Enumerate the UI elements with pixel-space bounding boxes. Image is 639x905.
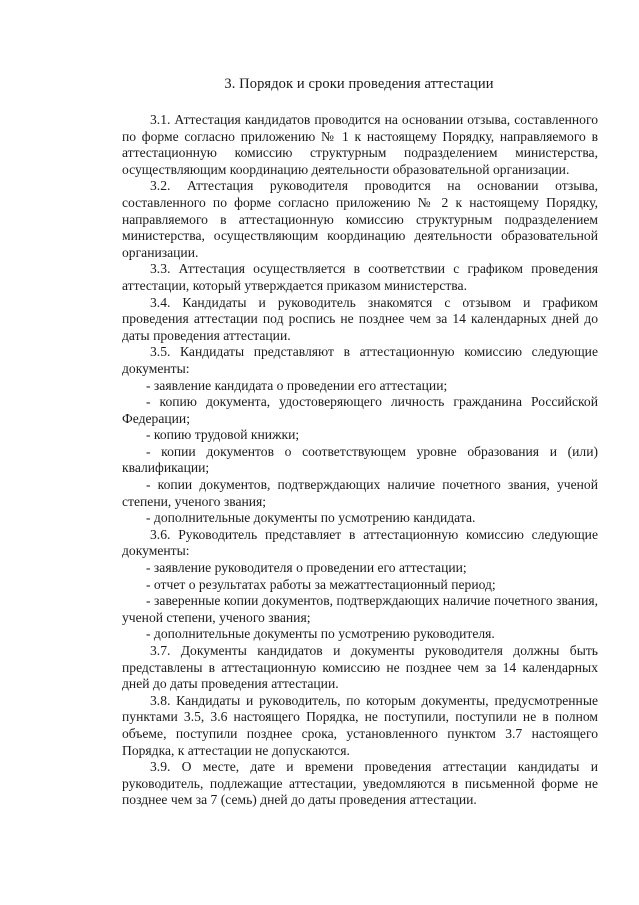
list-item: - отчет о результатах работы за межаттестационный период; <box>146 576 496 592</box>
paragraph-3-9: 3.9. О месте, дате и времени проведения аттестации кандидаты и руководитель, подлежащие аттестации, уведомляются в письменной форме не позднее чем за 7 (семь) дней до даты проведения аттестации. <box>122 759 598 808</box>
paragraph-3-6: 3.6. Руководитель представляет в аттестационную комиссию следующие документы: <box>122 526 598 559</box>
paragraph-3-2: 3.2. Аттестация руководителя проводится на основании отзыва, составленного по форме согласно приложению № 2 к настоящему Порядку, направляемого в аттестационную комиссию структурным подразделением министерства, осуществляющим координацию деятельности образовательной организации. <box>122 178 598 260</box>
list-item: - дополнительные документы по усмотрению руководителя. <box>146 626 495 642</box>
list-item: - копии документов о соответствующем уровне образования и (или) квалификации; <box>122 443 598 476</box>
paragraph-3-8: 3.8. Кандидаты и руководитель, по которым документы, предусмотренные пунктами 3.5, 3.6 настоящего Порядка, не поступили, поступили не в полном объеме, поступили позднее срока, установленного пунктом 3.7 настоящего Порядка, к аттестации не допускаются. <box>122 692 598 758</box>
section-title: 3. Порядок и сроки проведения аттестации <box>224 76 494 92</box>
list-item: - копию трудовой книжки; <box>146 427 300 443</box>
list-item: - заявление кандидата о проведении его аттестации; <box>146 377 448 393</box>
list-item: - заверенные копии документов, подтверждающих наличие почетного звания, ученой степени, ученого звания; <box>122 593 598 625</box>
list-item: - копии документов, подтверждающих наличие почетного звания, ученой степени, ученого звания; <box>122 477 598 509</box>
paragraph-3-7: 3.7. Документы кандидатов и документы руководителя должны быть представлены в аттестационную комиссию не позднее чем за 14 календарных дней до даты проведения аттестации. <box>122 643 598 692</box>
list-item: - копию документа, удостоверяющего личность гражданина Российской Федерации; <box>122 394 598 426</box>
paragraph-3-1: 3.1. Аттестация кандидатов проводится на основании отзыва, составленного по форме согласно приложению № 1 к настоящему Порядку, направляемого в аттестационную комиссию структурным подразделением министерства, осуществляющим координацию деятельности образовательной организации. <box>122 112 598 177</box>
paragraph-3-5: 3.5. Кандидаты представляют в аттестационную комиссию следующие документы: <box>122 344 598 376</box>
list-item: - заявление руководителя о проведении его аттестации; <box>146 560 467 576</box>
paragraph-3-3: 3.3. Аттестация осуществляется в соответствии с графиком проведения аттестации, который утверждается приказом министерства. <box>122 261 598 293</box>
list-item: - дополнительные документы по усмотрению кандидата. <box>146 510 476 526</box>
paragraph-3-4: 3.4. Кандидаты и руководитель знакомятся с отзывом и графиком проведения аттестации под роспись не позднее чем за 14 календарных дней до даты проведения аттестации. <box>122 294 598 343</box>
document-body <box>122 112 598 809</box>
